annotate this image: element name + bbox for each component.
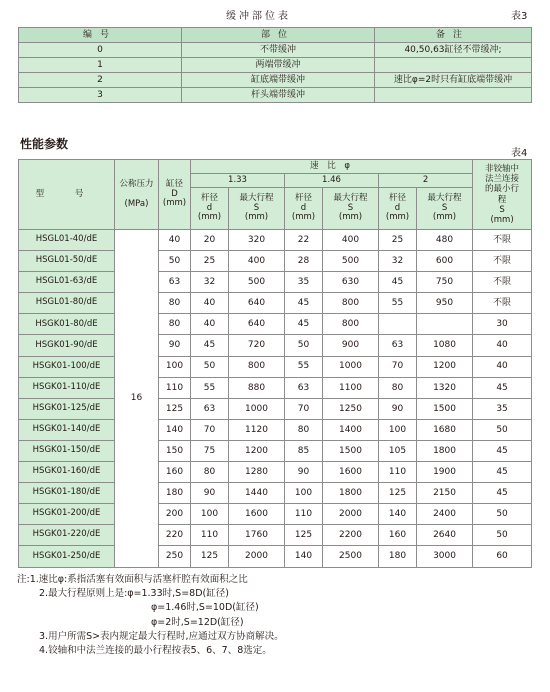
header-stroke-symbol: S <box>441 202 448 213</box>
stroke-cell: 1000 <box>323 356 379 377</box>
buffer-position-table <box>18 27 532 103</box>
header-stroke-symbol: S <box>347 202 354 213</box>
header-stroke <box>323 188 379 230</box>
header-ratio-value: 1.33 <box>191 174 285 188</box>
header-rod-label: 杆径 <box>294 192 312 203</box>
model-cell: HSGK01-140/dE <box>19 419 115 440</box>
min-stroke-cell: 40 <box>473 335 532 356</box>
stroke-cell: 1760 <box>229 525 285 546</box>
min-stroke-cell: 35 <box>473 398 532 419</box>
stroke-cell: 1600 <box>323 462 379 483</box>
header-stroke-label: 最大行程 <box>333 192 368 203</box>
stroke-cell: 1000 <box>229 398 285 419</box>
header-rod <box>191 188 229 230</box>
rod-cell: 40 <box>191 314 229 335</box>
model-cell: HSGK01-100/dE <box>19 356 115 377</box>
performance-table <box>18 159 532 568</box>
rod-cell: 55 <box>379 293 417 314</box>
rod-cell: 70 <box>191 419 229 440</box>
model-cell: HSGK01-110/dE <box>19 377 115 398</box>
rod-cell: 80 <box>285 419 323 440</box>
min-stroke-cell: 不限 <box>473 272 532 293</box>
rod-cell: 100 <box>191 504 229 525</box>
table-row <box>19 335 532 356</box>
bore-cell: 80 <box>159 314 191 335</box>
header-stroke-symbol: S <box>253 202 260 213</box>
table3-remark <box>375 58 532 73</box>
min-stroke-cell: 不限 <box>473 293 532 314</box>
table3-remark <box>375 88 532 103</box>
rod-cell: 70 <box>285 398 323 419</box>
model-cell: HSGL01-40/dE <box>19 230 115 251</box>
rod-cell: 140 <box>285 546 323 567</box>
rod-cell: 110 <box>285 504 323 525</box>
model-cell: HSGL01-50/dE <box>19 251 115 272</box>
bore-cell: 80 <box>159 293 191 314</box>
header-stroke <box>229 188 285 230</box>
performance-table-body <box>19 230 532 568</box>
min-stroke-cell: 不限 <box>473 251 532 272</box>
bore-cell: 100 <box>159 356 191 377</box>
bore-cell: 110 <box>159 377 191 398</box>
rod-cell: 90 <box>285 462 323 483</box>
rod-cell: 80 <box>379 377 417 398</box>
stroke-cell: 1800 <box>323 483 379 504</box>
rod-cell: 28 <box>285 251 323 272</box>
stroke-cell: 800 <box>323 293 379 314</box>
header-bore-unit: (mm) <box>162 198 187 209</box>
stroke-cell: 1280 <box>229 462 285 483</box>
section-title: 性能参数 <box>20 137 69 151</box>
rod-cell: 70 <box>379 356 417 377</box>
header-stroke-unit: (mm) <box>244 212 269 223</box>
stroke-cell: 400 <box>229 251 285 272</box>
note-line: φ=1.46时,S=10D(缸径) <box>151 602 259 614</box>
table3-position: 缸底端带缓冲 <box>182 73 375 88</box>
table-row <box>19 356 532 377</box>
header-pressure-unit: (MPa) <box>124 198 149 209</box>
header-pressure <box>115 160 159 230</box>
min-stroke-cell: 50 <box>473 504 532 525</box>
min-stroke-cell: 50 <box>473 525 532 546</box>
header-bore-symbol: D <box>171 188 178 199</box>
stroke-cell: 1200 <box>417 356 473 377</box>
table3-position: 不带缓冲 <box>182 43 375 58</box>
header-rod-label: 杆径 <box>200 192 218 203</box>
rod-cell: 22 <box>285 230 323 251</box>
rod-cell: 63 <box>285 377 323 398</box>
stroke-cell: 1400 <box>323 419 379 440</box>
min-stroke-cell: 45 <box>473 483 532 504</box>
model-cell: HSGL01-63/dE <box>19 272 115 293</box>
note-line: 4.铰轴和中法兰连接的最小行程按表5、6、7、8选定。 <box>39 645 272 657</box>
rod-cell: 100 <box>285 483 323 504</box>
pressure-cell: 16 <box>115 230 159 568</box>
table-row <box>19 314 532 335</box>
rod-cell <box>379 314 417 335</box>
stroke-cell: 600 <box>417 251 473 272</box>
min-stroke-cell: 50 <box>473 419 532 440</box>
header-stroke-label: 最大行程 <box>239 192 274 203</box>
stroke-cell: 1600 <box>229 504 285 525</box>
table3-position: 两端带缓冲 <box>182 58 375 73</box>
rod-cell: 50 <box>285 335 323 356</box>
stroke-cell: 640 <box>229 314 285 335</box>
header-rod-label: 杆径 <box>388 192 406 203</box>
table3-number: 0 <box>19 43 182 58</box>
stroke-cell: 1440 <box>229 483 285 504</box>
table4-label: 表4 <box>511 148 528 159</box>
min-stroke-cell: 45 <box>473 440 532 461</box>
stroke-cell: 630 <box>323 272 379 293</box>
header-stroke-unit: (mm) <box>338 212 363 223</box>
table-row <box>19 419 532 440</box>
stroke-cell: 800 <box>229 356 285 377</box>
bore-cell: 200 <box>159 504 191 525</box>
table-row <box>19 483 532 504</box>
table3-title: 缓冲部位表 <box>226 11 291 22</box>
bore-cell: 140 <box>159 419 191 440</box>
header-speed-ratio: 速 比 φ <box>191 160 473 174</box>
header-model: 型 号 <box>19 160 115 230</box>
stroke-cell: 1500 <box>323 440 379 461</box>
rod-cell: 55 <box>191 377 229 398</box>
rod-cell: 63 <box>379 335 417 356</box>
min-stroke-cell: 45 <box>473 377 532 398</box>
header-nonhinge-line: 非铰轴中 <box>485 163 520 174</box>
header-nonhinge-line: 程 <box>497 194 507 205</box>
stroke-cell: 3000 <box>417 546 473 567</box>
min-stroke-cell: 不限 <box>473 230 532 251</box>
rod-cell: 32 <box>191 272 229 293</box>
rod-cell: 105 <box>379 440 417 461</box>
table-row <box>19 398 532 419</box>
model-cell: HSGK01-125/dE <box>19 398 115 419</box>
stroke-cell: 1900 <box>417 462 473 483</box>
bore-cell: 180 <box>159 483 191 504</box>
stroke-cell: 1120 <box>229 419 285 440</box>
header-stroke <box>417 188 473 230</box>
header-rod-symbol: d <box>206 202 213 213</box>
rod-cell: 20 <box>191 230 229 251</box>
bore-cell: 220 <box>159 525 191 546</box>
header-bore <box>159 160 191 230</box>
stroke-cell: 1080 <box>417 335 473 356</box>
table3-number: 3 <box>19 88 182 103</box>
min-stroke-cell: 60 <box>473 546 532 567</box>
stroke-cell <box>417 314 473 335</box>
table3-remark: 速比φ=2时只有缸底端带缓冲 <box>375 73 532 88</box>
table3-number: 2 <box>19 73 182 88</box>
stroke-cell: 1320 <box>417 377 473 398</box>
stroke-cell: 480 <box>417 230 473 251</box>
table-row <box>19 377 532 398</box>
table-row <box>19 230 532 251</box>
stroke-cell: 2000 <box>229 546 285 567</box>
stroke-cell: 2500 <box>323 546 379 567</box>
table3-position: 杆头端带缓冲 <box>182 88 375 103</box>
header-nonhinge-unit: (mm) <box>490 214 514 225</box>
model-cell: HSGL01-80/dE <box>19 293 115 314</box>
rod-cell: 80 <box>191 462 229 483</box>
rod-cell: 25 <box>191 251 229 272</box>
header-rod <box>379 188 417 230</box>
header-rod <box>285 188 323 230</box>
rod-cell: 180 <box>379 546 417 567</box>
header-nonhinge-line: 的最小行 <box>485 184 520 195</box>
model-cell: HSGK01-150/dE <box>19 440 115 461</box>
table3-number: 1 <box>19 58 182 73</box>
stroke-cell: 1250 <box>323 398 379 419</box>
table-row <box>19 440 532 461</box>
rod-cell: 90 <box>379 398 417 419</box>
header-ratio-value: 1.46 <box>285 174 379 188</box>
table3-remark: 40,50,63缸径不带缓冲; <box>375 43 532 58</box>
header-nonhinge-symbol: S <box>499 204 505 215</box>
rod-cell: 45 <box>191 335 229 356</box>
rod-cell: 140 <box>379 504 417 525</box>
stroke-cell: 640 <box>229 293 285 314</box>
stroke-cell: 720 <box>229 335 285 356</box>
table-row <box>19 272 532 293</box>
stroke-cell: 320 <box>229 230 285 251</box>
stroke-cell: 400 <box>323 230 379 251</box>
model-cell: HSGK01-220/dE <box>19 525 115 546</box>
stroke-cell: 2000 <box>323 504 379 525</box>
header-nonhinge-min-stroke <box>473 160 532 230</box>
header-rod-unit: (mm) <box>291 212 316 223</box>
stroke-cell: 750 <box>417 272 473 293</box>
min-stroke-cell: 40 <box>473 356 532 377</box>
stroke-cell: 1100 <box>323 377 379 398</box>
stroke-cell: 950 <box>417 293 473 314</box>
rod-cell: 90 <box>191 483 229 504</box>
rod-cell: 45 <box>285 293 323 314</box>
rod-cell: 63 <box>191 398 229 419</box>
model-cell: HSGK01-160/dE <box>19 462 115 483</box>
bore-cell: 40 <box>159 230 191 251</box>
bore-cell: 150 <box>159 440 191 461</box>
table-row <box>19 504 532 525</box>
model-cell: HSGK01-200/dE <box>19 504 115 525</box>
header-stroke-unit: (mm) <box>432 212 457 223</box>
stroke-cell: 1500 <box>417 398 473 419</box>
stroke-cell: 1800 <box>417 440 473 461</box>
table3-label: 表3 <box>511 11 528 22</box>
table-row <box>19 293 532 314</box>
bore-cell: 90 <box>159 335 191 356</box>
model-cell: HSGK01-180/dE <box>19 483 115 504</box>
note-line: 注:1.速比φ:系指活塞有效面积与活塞杆腔有效面积之比 <box>17 574 248 585</box>
stroke-cell: 2640 <box>417 525 473 546</box>
rod-cell: 40 <box>191 293 229 314</box>
rod-cell: 125 <box>379 483 417 504</box>
model-cell: HSGK01-80/dE <box>19 314 115 335</box>
min-stroke-cell: 45 <box>473 462 532 483</box>
stroke-cell: 880 <box>229 377 285 398</box>
header-nonhinge-line: 法兰连接 <box>485 174 520 185</box>
rod-cell: 125 <box>285 525 323 546</box>
rod-cell: 125 <box>191 546 229 567</box>
stroke-cell: 500 <box>323 251 379 272</box>
table-row <box>19 525 532 546</box>
table-row <box>19 462 532 483</box>
stroke-cell: 1200 <box>229 440 285 461</box>
bore-cell: 250 <box>159 546 191 567</box>
note-line: φ=2时,S=12D(缸径) <box>151 616 244 628</box>
rod-cell: 45 <box>379 272 417 293</box>
bore-cell: 50 <box>159 251 191 272</box>
header-ratio-value: 2 <box>379 174 473 188</box>
rod-cell: 75 <box>191 440 229 461</box>
table-row <box>19 546 532 567</box>
note-line: 2.最大行程原则上是:φ=1.33时,S=8D(缸径) <box>39 588 229 600</box>
rod-cell: 32 <box>379 251 417 272</box>
rod-cell: 85 <box>285 440 323 461</box>
header-number: 编号 <box>19 28 182 43</box>
stroke-cell: 500 <box>229 272 285 293</box>
notes <box>17 573 537 658</box>
header-bore-label: 缸径 <box>165 178 183 189</box>
model-cell: HSGK01-250/dE <box>19 546 115 567</box>
rod-cell: 55 <box>285 356 323 377</box>
stroke-cell: 2400 <box>417 504 473 525</box>
header-rod-symbol: d <box>394 202 401 213</box>
stroke-cell: 2200 <box>323 525 379 546</box>
rod-cell: 160 <box>379 525 417 546</box>
rod-cell: 110 <box>379 462 417 483</box>
stroke-cell: 1680 <box>417 419 473 440</box>
bore-cell: 160 <box>159 462 191 483</box>
header-rod-unit: (mm) <box>197 212 222 223</box>
rod-cell: 50 <box>191 356 229 377</box>
header-rod-unit: (mm) <box>385 212 410 223</box>
header-pressure-label: 公称压力 <box>119 178 154 189</box>
header-stroke-label: 最大行程 <box>427 192 462 203</box>
model-cell: HSGK01-90/dE <box>19 335 115 356</box>
rod-cell: 45 <box>285 314 323 335</box>
stroke-cell: 2150 <box>417 483 473 504</box>
stroke-cell: 800 <box>323 314 379 335</box>
header-position: 部位 <box>182 28 375 43</box>
rod-cell: 35 <box>285 272 323 293</box>
rod-cell: 100 <box>379 419 417 440</box>
bore-cell: 125 <box>159 398 191 419</box>
header-rod-symbol: d <box>300 202 307 213</box>
header-remark: 备注 <box>375 28 532 43</box>
bore-cell: 63 <box>159 272 191 293</box>
note-line: 3.用户所需S>表内规定最大行程时,应通过双方协商解决。 <box>39 630 284 642</box>
rod-cell: 25 <box>379 230 417 251</box>
min-stroke-cell: 30 <box>473 314 532 335</box>
rod-cell: 110 <box>191 525 229 546</box>
table-row <box>19 251 532 272</box>
stroke-cell: 900 <box>323 335 379 356</box>
